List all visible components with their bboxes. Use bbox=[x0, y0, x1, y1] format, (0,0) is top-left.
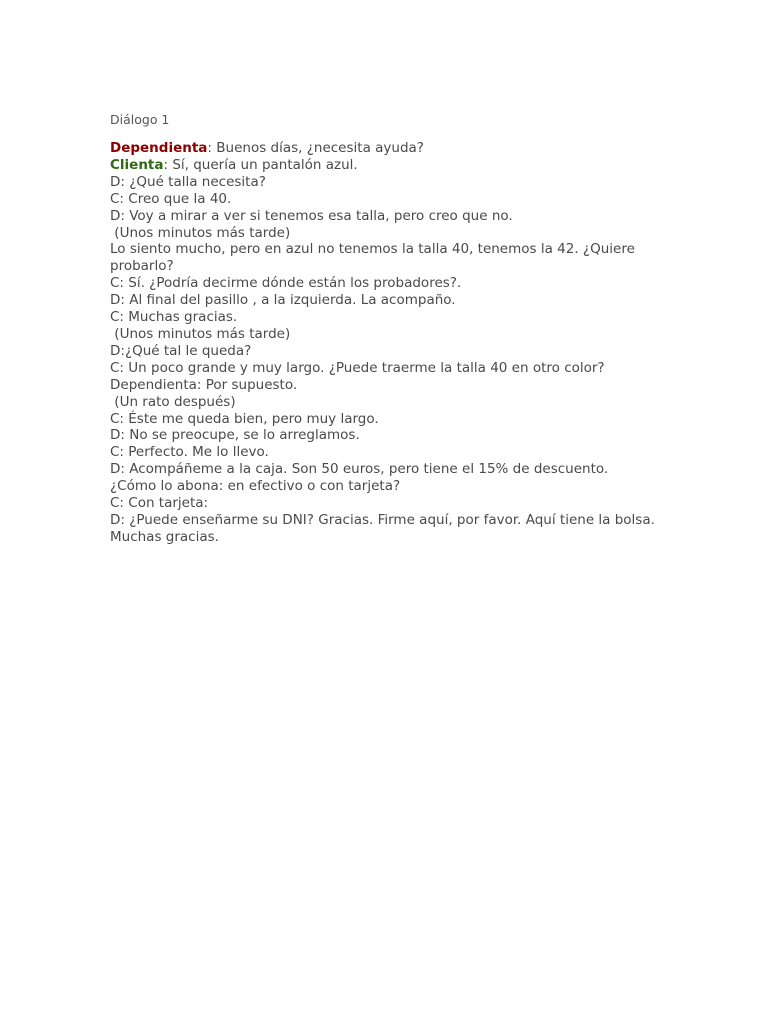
line-text: : Sí, quería un pantalón azul. bbox=[163, 156, 358, 173]
document-title: Diálogo 1 bbox=[110, 112, 170, 127]
dialogue-line bbox=[110, 140, 670, 157]
dialogue-line: C: Sí. ¿Podría decirme dónde están los probadores?. bbox=[110, 275, 462, 292]
dialogue-line: C: Con tarjeta: bbox=[110, 495, 209, 512]
line-text: : Buenos días, ¿necesita ayuda? bbox=[207, 140, 424, 156]
dialogue-line: D: ¿Puede enseñarme su DNI? Gracias. Firme aquí, por favor. Aquí tiene la bolsa. Muchas gracias. bbox=[110, 511, 660, 545]
speaker-label-clienta: Clienta bbox=[110, 156, 164, 173]
stage-direction: (Un rato después) bbox=[110, 393, 236, 410]
dialogue-line: Dependienta: Por supuesto. bbox=[110, 376, 298, 393]
dialogue-body bbox=[110, 140, 670, 546]
dialogue-line: D: Voy a mirar a ver si tenemos esa talla, pero creo que no. bbox=[110, 207, 513, 224]
dialogue-line bbox=[110, 157, 670, 174]
dialogue-line: C: Éste me queda bien, pero muy largo. bbox=[110, 410, 379, 427]
dialogue-line: D:¿Qué tal le queda? bbox=[110, 342, 252, 359]
dialogue-line: C: Creo que la 40. bbox=[110, 190, 232, 207]
dialogue-line: D: No se preocupe, se lo arreglamos. bbox=[110, 427, 360, 444]
dialogue-line: C: Un poco grande y muy largo. ¿Puede traerme la talla 40 en otro color? bbox=[110, 359, 605, 376]
document-page bbox=[110, 112, 670, 546]
dialogue-line: ¿Cómo lo abona: en efectivo o con tarjeta? bbox=[110, 478, 401, 495]
dialogue-line: D: Acompáñeme a la caja. Son 50 euros, pero tiene el 15% de descuento. bbox=[110, 461, 609, 478]
dialogue-line: D: Al final del pasillo , a la izquierda. La acompaño. bbox=[110, 292, 456, 309]
speaker-label-dependienta: Dependienta bbox=[110, 140, 208, 156]
dialogue-line: Lo siento mucho, pero en azul no tenemos la talla 40, tenemos la 42. ¿Quiere probarlo? bbox=[110, 241, 640, 275]
stage-direction: (Unos minutos más tarde) bbox=[110, 325, 291, 342]
dialogue-line: C: Muchas gracias. bbox=[110, 309, 238, 326]
dialogue-line: D: ¿Qué talla necesita? bbox=[110, 173, 266, 190]
dialogue-line: C: Perfecto. Me lo llevo. bbox=[110, 444, 269, 461]
stage-direction: (Unos minutos más tarde) bbox=[110, 224, 291, 241]
